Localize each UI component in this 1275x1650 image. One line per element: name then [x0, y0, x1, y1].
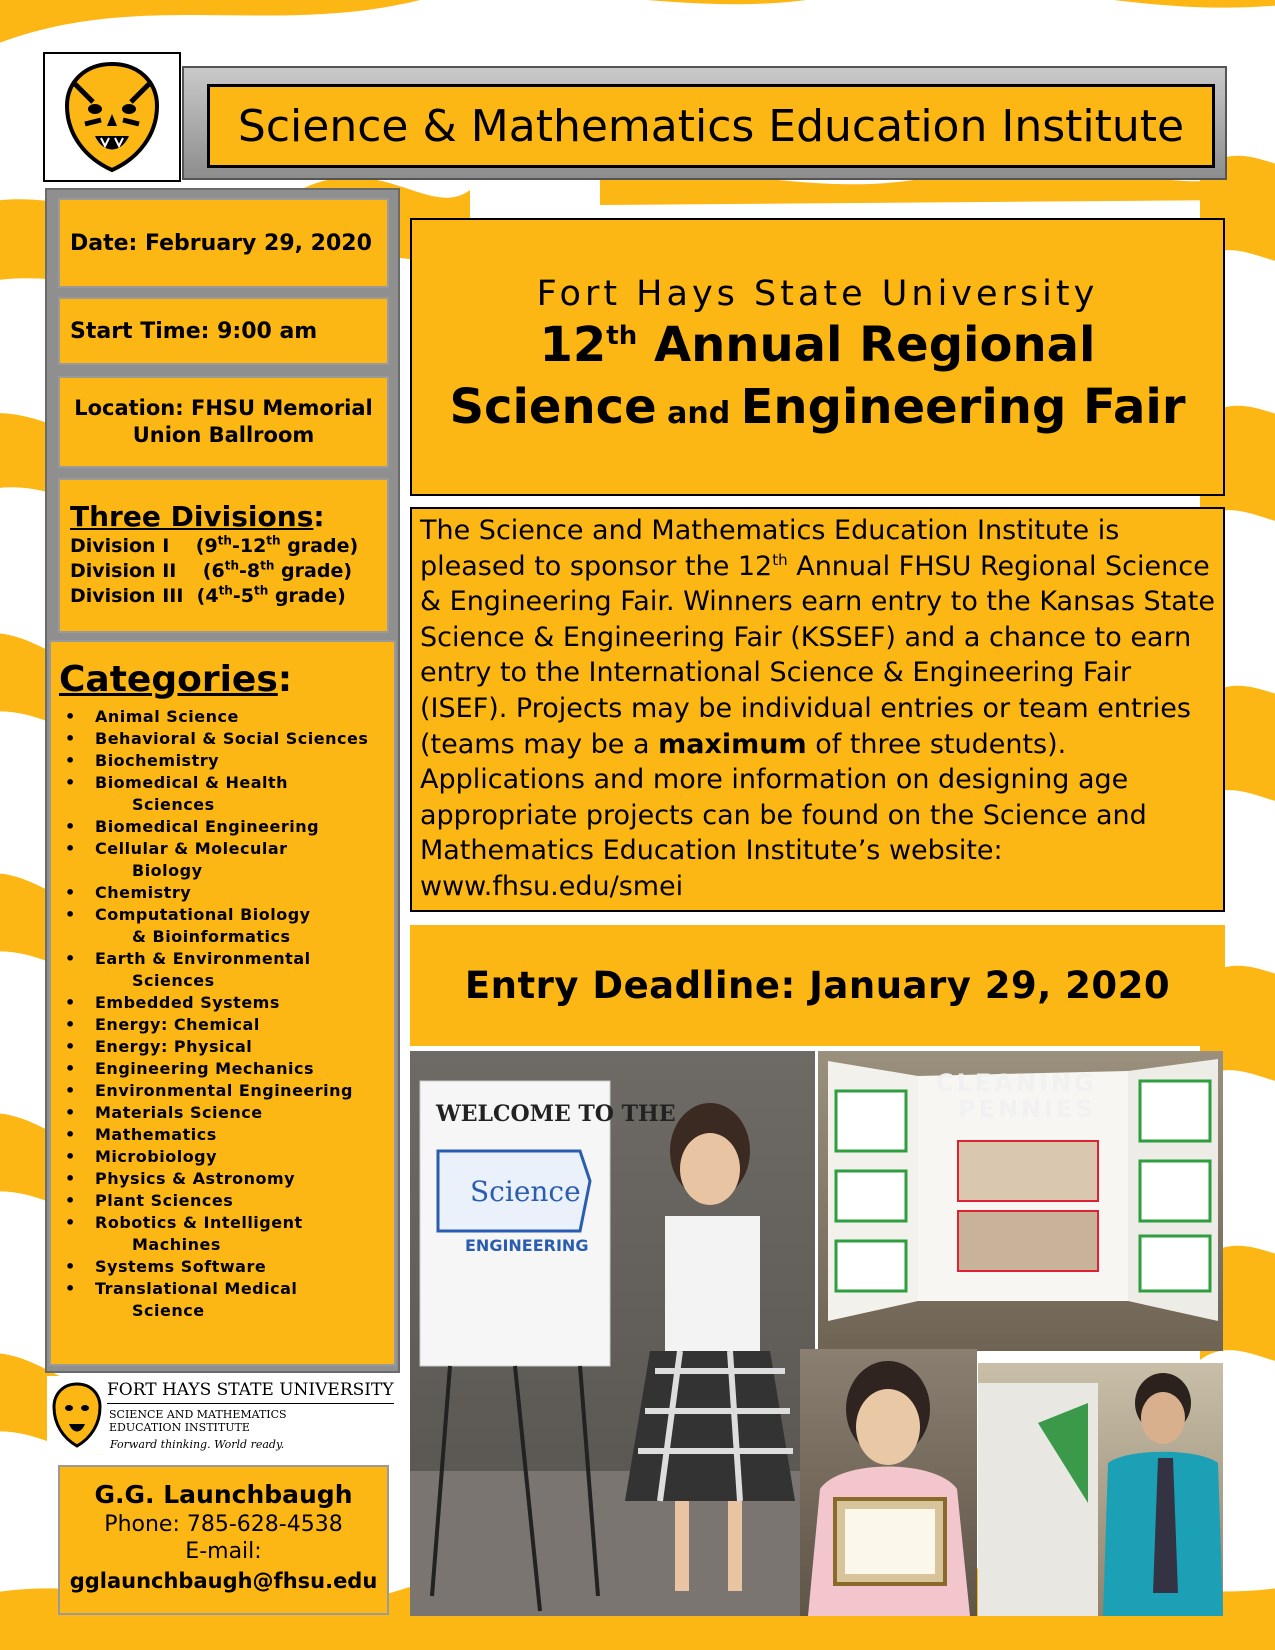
event-location-line1: Location: FHSU Memorial: [74, 396, 373, 420]
photo-student-certificate: [800, 1349, 977, 1616]
division-row: Division I (9th-12th grade): [70, 533, 359, 557]
svg-text:ENGINEERING: ENGINEERING: [465, 1236, 589, 1255]
fhsu-institute-logo: [47, 1376, 397, 1454]
list-item: • Energy: Physical: [59, 1036, 394, 1058]
fhsu-logo-name: FORT HAYS STATE UNIVERSITY: [107, 1380, 394, 1400]
list-item: • Translational Medical Science: [59, 1278, 394, 1322]
university-name: Fort Hays State University: [536, 274, 1099, 314]
division-row: Division II (6th-8th grade): [70, 558, 353, 582]
fhsu-logo-divider: [107, 1403, 394, 1404]
list-item: • Microbiology: [59, 1146, 394, 1168]
list-item: • Biomedical Engineering: [59, 816, 394, 838]
tiger-logo-box: [43, 52, 181, 182]
fair-title-box: [410, 218, 1225, 496]
list-item: • Computational Biology & Bioinformatics: [59, 904, 394, 948]
event-location: [58, 376, 389, 468]
entry-deadline-text: Entry Deadline: January 29, 2020: [464, 964, 1171, 1007]
list-item: • Plant Sciences: [59, 1190, 394, 1212]
header-title-box: [207, 84, 1215, 168]
categories-box: [49, 640, 396, 1366]
fair-title-line1: 12th Annual Regional: [539, 317, 1096, 373]
divisions-heading: Three Divisions:: [70, 500, 325, 533]
event-start-time: [58, 297, 389, 365]
fhsu-logo-sub1: SCIENCE AND MATHEMATICS: [109, 1408, 287, 1421]
fhsu-logo-tagline: Forward thinking. World ready.: [110, 1438, 285, 1451]
division-row: Division III (4th-5th grade): [70, 583, 346, 607]
list-item: • Behavioral & Social Sciences: [59, 728, 394, 750]
contact-email-label: E-mail:: [185, 1539, 262, 1564]
list-item: • Embedded Systems: [59, 992, 394, 1014]
contact-box: [58, 1465, 389, 1615]
event-date-text: Date: February 29, 2020: [70, 230, 372, 256]
list-item: • Biochemistry: [59, 750, 394, 772]
list-item: • Chemistry: [59, 882, 394, 904]
contact-name: G.G. Launchbaugh: [94, 1480, 353, 1509]
photo-student-certificate-illustration: [800, 1349, 977, 1616]
list-item: • Environmental Engineering: [59, 1080, 394, 1102]
svg-text:Science: Science: [470, 1175, 581, 1208]
divisions-box: [58, 478, 389, 633]
list-item: • Materials Science: [59, 1102, 394, 1124]
fair-title-line2: Science and Engineering Fair: [449, 379, 1186, 435]
list-item: • Robotics & Intelligent Machines: [59, 1212, 394, 1256]
list-item: • Biomedical & Health Sciences: [59, 772, 394, 816]
list-item: • Animal Science: [59, 706, 394, 728]
list-item: • Engineering Mechanics: [59, 1058, 394, 1080]
event-location-line2: Union Ballroom: [132, 423, 315, 447]
list-item: • Systems Software: [59, 1256, 394, 1278]
contact-phone: Phone: 785-628-4538: [104, 1512, 343, 1537]
photo-welcome-sign: [410, 1051, 815, 1616]
tiger-icon: [49, 1380, 105, 1450]
categories-list: [59, 706, 394, 1322]
tiger-icon: [45, 54, 179, 180]
photo-student-poster: [978, 1363, 1223, 1616]
entry-deadline: [410, 925, 1225, 1046]
list-item: • Earth & Environmental Sciences: [59, 948, 394, 992]
event-date: [58, 198, 389, 288]
photo-welcome-sign-illustration: [410, 1051, 815, 1616]
list-item: • Mathematics: [59, 1124, 394, 1146]
list-item: • Cellular & Molecular Biology: [59, 838, 394, 882]
header-title: Science & Mathematics Education Institute: [237, 100, 1185, 152]
fhsu-logo-sub2: EDUCATION INSTITUTE: [109, 1421, 250, 1434]
contact-email-link[interactable]: gglaunchbaugh@fhsu.edu: [69, 1569, 378, 1593]
list-item: • Energy: Chemical: [59, 1014, 394, 1036]
welcome-sign-text: WELCOME TO THE: [436, 1101, 676, 1127]
photo-student-poster-illustration: [978, 1363, 1223, 1616]
fair-description: The Science and Mathematics Education Institute is pleased to sponsor the 12th Annual FHSU Regional Science & Engineering Fair. Winners earn entry to the Kansas State Science & Engineering Fair (KSSEF) and a chance to earn entry to the International Science & Engineering Fair (ISEF). Projects may be individual entries or team entries (teams may be a maximum of three students). Applications and more information on designing age appropriate projects can be found on the Science and Mathematics Education Institute’s website: www.fhsu.edu/smei: [410, 507, 1225, 912]
photo-project-board: [818, 1051, 1223, 1351]
list-item: • Physics & Astronomy: [59, 1168, 394, 1190]
board-title-line1: CLEANING: [936, 1069, 1097, 1097]
event-start-time-text: Start Time: 9:00 am: [70, 318, 318, 344]
board-title-line2: PENNIES: [958, 1095, 1096, 1123]
categories-heading: Categories:: [59, 659, 293, 700]
